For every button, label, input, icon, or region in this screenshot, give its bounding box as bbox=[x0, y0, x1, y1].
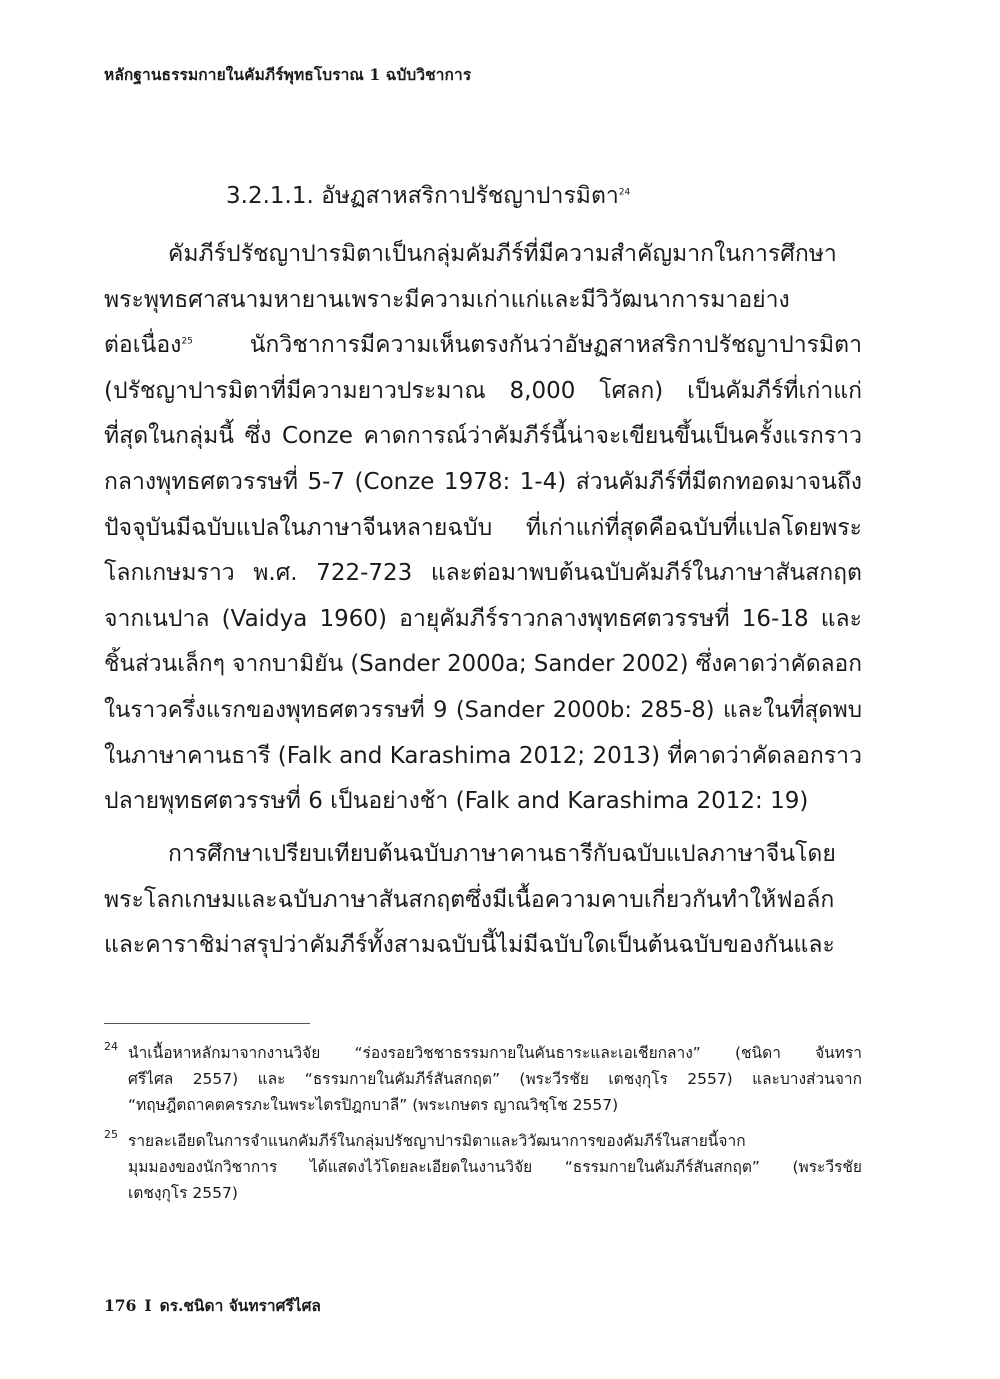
body-paragraph-1 bbox=[104, 232, 862, 825]
paragraph-line: ในภาษาคานธารี (Falk and Karashima 2012; 2013) ที่คาดว่าคัดลอกราว bbox=[104, 742, 862, 769]
footnote-ref-25[interactable]: 25 bbox=[181, 336, 193, 347]
footnote-line: เตชงฺกุโร 2557) bbox=[128, 1184, 238, 1202]
paragraph-line: กลางพุทธศตวรรษที่ 5-7 (Conze 1978: 1-4) ส่วนคัมภีร์ที่มีตกทอดมาจนถึง bbox=[104, 468, 862, 495]
footnote-divider bbox=[104, 1023, 310, 1024]
paragraph-line: (ปรัชญาปารมิตาที่มีความยาวประมาณ 8,000 โศลก) เป็นคัมภีร์ที่เก่าแก่ bbox=[104, 377, 862, 404]
footnote-line: ศรีไศล 2557) และ “ธรรมกายในคัมภีร์สันสกฤต” (พระวีรชัย เตชงฺกุโร 2557) และบางส่วนจาก bbox=[128, 1070, 862, 1088]
running-header: หลักฐานธรรมกายในคัมภีร์พุทธโบราณ 1 ฉบับวิชาการ bbox=[104, 65, 472, 84]
paragraph-line: การศึกษาเปรียบเทียบต้นฉบับภาษาคานธารีกับฉบับแปลภาษาจีนโดย bbox=[168, 841, 836, 867]
footnote-line: มุมมองของนักวิชาการ ได้แสดงไว้โดยละเอียดในงานวิจัย “ธรรมกายในคัมภีร์สันสกฤต” (พระวีรชัย bbox=[128, 1158, 862, 1176]
footer-separator: I bbox=[144, 1296, 152, 1315]
section-heading bbox=[226, 178, 630, 214]
paragraph-line: ปัจจุบันมีฉบับแปลในภาษาจีนหลายฉบับ ที่เก่าแก่ที่สุดคือฉบับที่แปลโดยพระ bbox=[104, 514, 862, 541]
paragraph-line: พระโลกเกษมและฉบับภาษาสันสกฤตซึ่งมีเนื้อความคาบเกี่ยวกันทำให้ฟอล์ก bbox=[104, 886, 835, 913]
section-heading-text: 3.2.1.1. อัษฏสาหสริกาปรัชญาปารมิตา bbox=[226, 183, 619, 209]
paragraph-line: คัมภีร์ปรัชญาปารมิตาเป็นกลุ่มคัมภีร์ที่มีความสำคัญมากในการศึกษา bbox=[168, 241, 837, 267]
paragraph-line: จากเนปาล (Vaidya 1960) อายุคัมภีร์ราวกลางพุทธศตวรรษที่ 16-18 และ bbox=[104, 605, 862, 632]
page-number: 176 bbox=[104, 1296, 137, 1315]
footnote-line: “ทฤษฎีตถาคตครรภะในพระไตรปิฎกบาลี” (พระเกษตร ญาณวิชฺโช 2557) bbox=[128, 1096, 619, 1114]
body-paragraph-2 bbox=[104, 832, 862, 969]
paragraph-line: ที่สุดในกลุ่มนี้ ซึ่ง Conze คาดการณ์ว่าคัมภีร์นี้น่าจะเขียนขึ้นเป็นครั้งแรกราว bbox=[104, 423, 862, 450]
footnote-line: นำเนื้อหาหลักมาจากงานวิจัย “ร่องรอยวิชชาธรรมกายในคันธาระและเอเชียกลาง” (ชนิดา จันทรา bbox=[128, 1044, 862, 1062]
paragraph-line: ปลายพุทธศตวรรษที่ 6 เป็นอย่างช้า (Falk and Karashima 2012: 19) bbox=[104, 788, 809, 815]
page-footer bbox=[104, 1293, 321, 1318]
footnote-number: 25 bbox=[104, 1128, 118, 1141]
footnote-body bbox=[128, 1040, 862, 1118]
footnote-25 bbox=[104, 1128, 862, 1206]
paragraph-line-segment: นักวิชาการมีความเห็นตรงกันว่าอัษฏสาหสริกาปรัชญาปารมิตา bbox=[249, 332, 862, 359]
paragraph-line: พระพุทธศาสนามหายานเพราะมีความเก่าแก่และมีวิวัฒนาการมาอย่าง bbox=[104, 286, 790, 313]
author-name: ดร.ชนิดา จันทราศรีไศล bbox=[159, 1296, 321, 1315]
footnote-ref-24[interactable]: 24 bbox=[618, 187, 631, 198]
paragraph-line: โลกเกษมราว พ.ศ. 722-723 และต่อมาพบต้นฉบับคัมภีร์ในภาษาสันสกฤต bbox=[104, 560, 862, 587]
footnote-line: รายละเอียดในการจำแนกคัมภีร์ในกลุ่มปรัชญาปารมิตาและวิวัฒนาการของคัมภีร์ในสายนี้จาก bbox=[128, 1132, 746, 1150]
paragraph-line: ชิ้นส่วนเล็กๆ จากบามิยัน (Sander 2000a; Sander 2002) ซึ่งคาดว่าคัดลอก bbox=[104, 651, 862, 678]
paragraph-line: และคาราชิม่าสรุปว่าคัมภีร์ทั้งสามฉบับนี้ไม่มีฉบับใดเป็นต้นฉบับของกันและ bbox=[104, 932, 835, 959]
footnote-24 bbox=[104, 1040, 862, 1118]
paragraph-line: ในราวครึ่งแรกของพุทธศตวรรษที่ 9 (Sander 2000b: 285-8) และในที่สุดพบ bbox=[104, 696, 862, 723]
footnote-number: 24 bbox=[104, 1040, 118, 1053]
paragraph-line bbox=[104, 323, 862, 369]
paragraph-line-segment: ต่อเนื่อง bbox=[104, 332, 182, 359]
footnote-body bbox=[128, 1128, 862, 1206]
